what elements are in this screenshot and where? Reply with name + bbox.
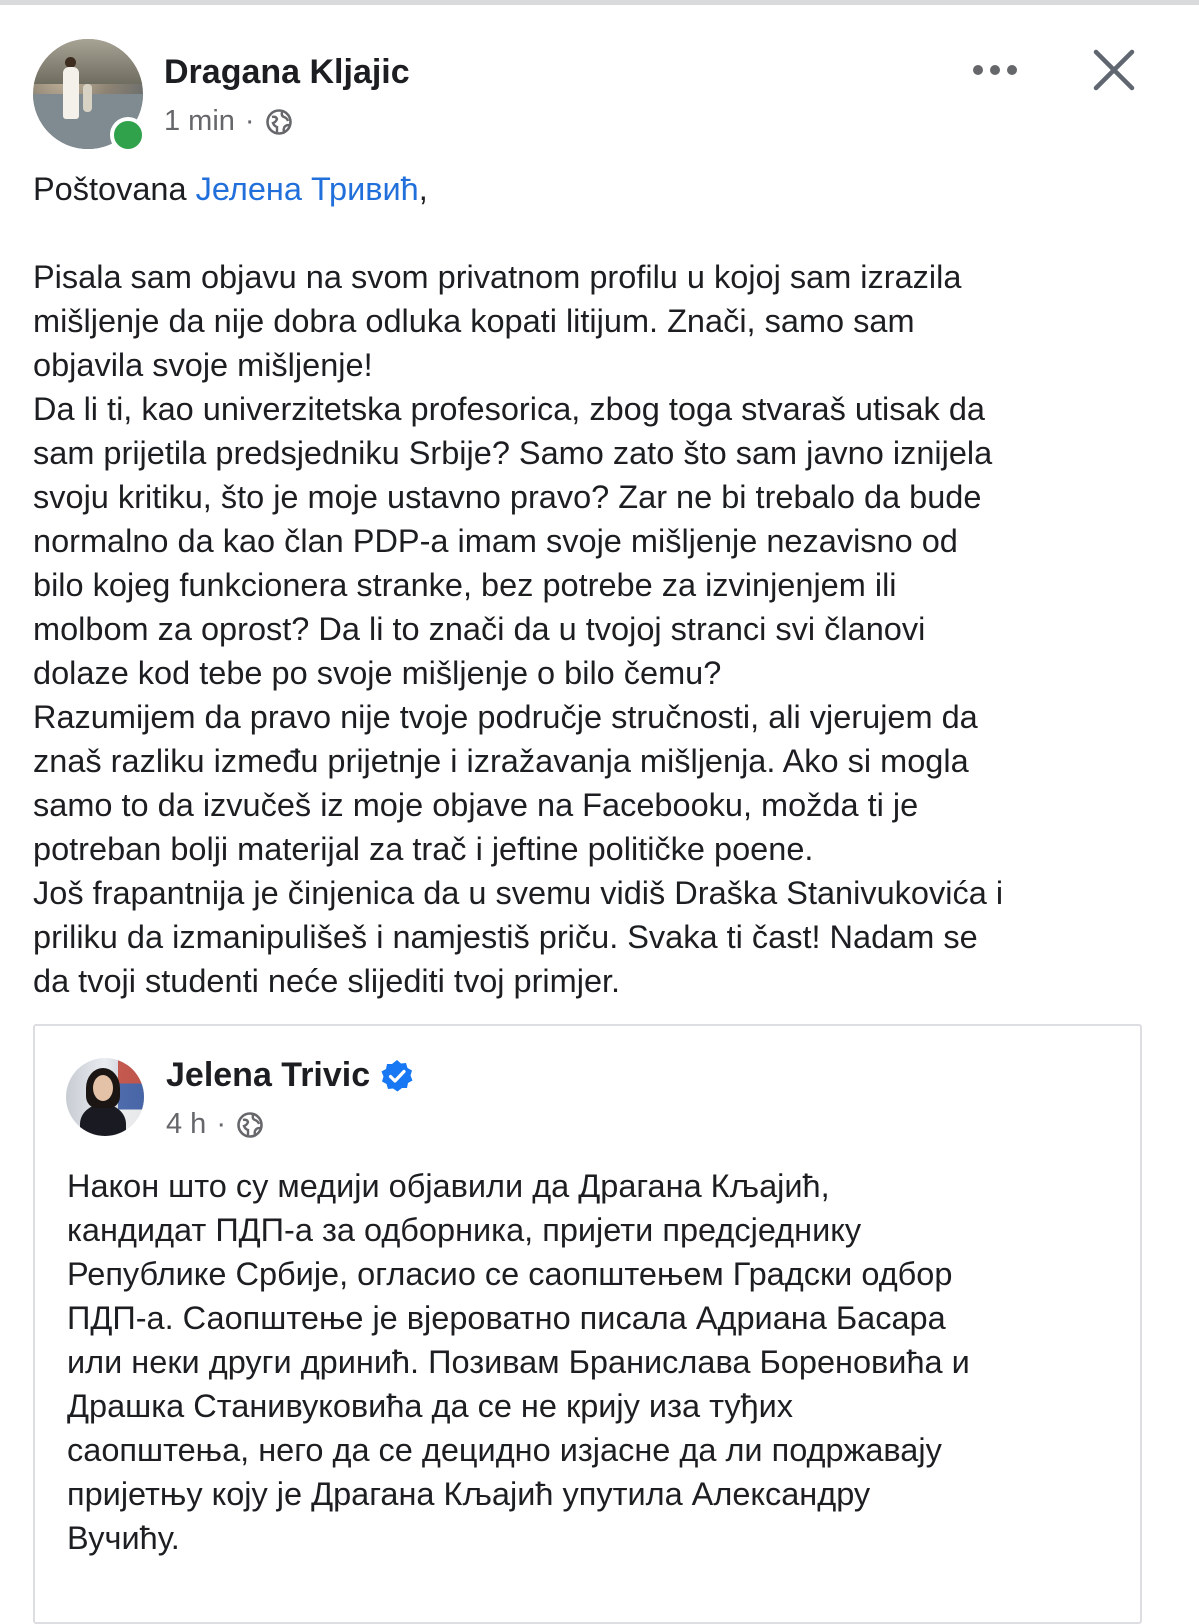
post-body [33, 167, 1158, 1003]
globe-icon[interactable] [236, 1111, 264, 1139]
shared-author-name-row [166, 1056, 414, 1095]
mention-link[interactable]: Јелена Тривић [195, 171, 419, 207]
post-header [33, 39, 1168, 159]
greeting-prefix: Poštovana [33, 171, 196, 207]
post-meta [164, 105, 293, 138]
post-body-text: Pisala sam objavu na svom privatnom profilu u kojoj sam izrazila mišljenje da nije dobra odluka kopati litijum. Znači, samo sam objavila svoje mišljenje! Da li ti, kao univerzitetska profesorica, zbog toga stvaraš utisak da sam prijetila predsjedniku Srbije? Samo zato što sam javno iznijela svoju kritiku, što je moje ustavno pravo? Zar ne bi trebalo da bude normalno da kao član PDP-a imam svoje mišljenje nezavisno od bilo kojeg funkcionera stranke, bez potrebe za izvinjenjem ili molbom za oprost? Da li to znači da u tvojoj stranci svi članovi dolaze kod tebe po svoje mišljenje o bilo čemu? Razumijem da pravo nije tvoje područje stručnosti, ali vjerujem da znaš razliku između prijetnje i izražavanja mišljenja. Ako si mogla samo to da izvučeš iz moje objave na Facebooku, možda ti je potreban bolji materijal za trač i jeftine političke poene. Još frapantnija je činjenica da u svemu vidiš Draška Stanivukovića i priliku da izmanipulišeš i namjestiš priču. Svaka ti čast! Nadam se da tvoji studenti neće slijediti tvoj primjer. [33, 259, 1004, 999]
shared-post[interactable] [33, 1024, 1142, 1624]
globe-icon[interactable] [265, 108, 293, 136]
post-card [0, 5, 1199, 1600]
shared-author-name[interactable]: Jelena Trivic [166, 1056, 371, 1094]
post-timestamp[interactable]: 1 min [164, 105, 235, 137]
verified-badge-icon [380, 1059, 414, 1093]
shared-post-timestamp[interactable]: 4 h [166, 1108, 207, 1140]
close-icon[interactable] [1091, 47, 1137, 93]
meta-separator: · [244, 105, 255, 137]
shared-author-avatar[interactable] [66, 1058, 144, 1136]
shared-post-body: Након што су медији објавили да Драгана Кљајић, кандидат ПДП-а за одборника, пријети предсједнику Републике Србије, огласио се саопштењем Градски одбор ПДП-а. Саопштење је вјероватно писала Адриана Басара или неки други дринић. Позивам Бранислава Бореновића и Драшка Станивуковића да се не крију иза туђих саопштења, него да се децидно изјасне да ли подржавају пријетњу коју је Драгана Кљајић упутила Александру Вучићу. [67, 1168, 970, 1556]
greeting-suffix: , [418, 171, 428, 207]
post-greeting [33, 167, 1158, 211]
shared-meta-separator: · [216, 1108, 226, 1140]
more-options-icon[interactable] [973, 59, 1017, 79]
shared-post-meta [166, 1108, 264, 1141]
author-name[interactable]: Dragana Kljajic [164, 53, 410, 91]
online-status-indicator [110, 117, 146, 153]
